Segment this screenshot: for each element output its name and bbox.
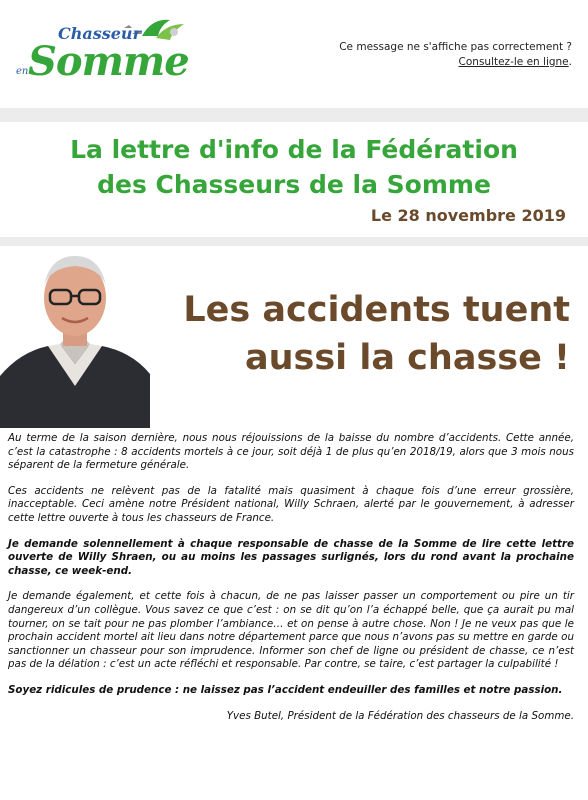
paragraph-4: Je demande également, et cette fois à chacun, de ne pas laisser passer un comportement ou pire un tir dangereux d’un collègue. Vous savez ce que c’est : on se dit qu’on l’a échappé belle, que ça aurait pu mal tourner, on se tait pour ne pas plomber l’ambiance… et on pense à autre chose. Non ! Je ne veux pas que le prochain accident mortel ait lieu dans notre département parce que nous n’avons pas su mettre en garde ou sanctionner un chasseur pour son imprudence. Informer son chef de ligne ou président de chasse, ce n’est pas de la délation : c’est un acte réfléchi et responsable. Par contre, se taire, c’est partager la culpabilité ! bbox=[8, 590, 574, 671]
headline-line-1: Les accidents tuent bbox=[183, 290, 570, 330]
newsletter-title-panel bbox=[0, 122, 588, 237]
title-line-2: des Chasseurs de la Somme bbox=[97, 170, 491, 199]
article-panel bbox=[0, 246, 588, 800]
president-portrait-photo bbox=[0, 246, 150, 428]
article-body bbox=[8, 432, 574, 735]
notice-text: Ce message ne s'affiche pas correctement ? bbox=[339, 41, 572, 53]
newsletter-title bbox=[0, 132, 588, 202]
view-online-link[interactable]: Consultez-le en ligne bbox=[458, 56, 569, 68]
logo-line2: Somme bbox=[28, 38, 189, 85]
logo-line1: Chasseur bbox=[58, 24, 141, 43]
paragraph-1: Au terme de la saison dernière, nous nous réjouissions de la baisse du nombre d’accidents. Cette année, c’est la catastrophe : 8 accidents mortels à ce jour, soit déjà 1 de plus qu’en 2018/19, alors que 3 mois nous séparent de la fermeture générale. bbox=[8, 432, 574, 472]
paragraph-2: Ces accidents ne relèvent pas de la fatalité mais quasiment à chaque fois d’une erreur grossière, inacceptable. Ceci amène notre Président national, Willy Schraen, alerté par le gouvernement, à adresser cette lettre ouverte à tous les chasseurs de France. bbox=[8, 484, 574, 524]
signature: Yves Butel, Président de la Fédération des chasseurs de la Somme. bbox=[226, 709, 574, 722]
article-headline bbox=[180, 286, 570, 382]
paragraph-3: Je demande solennellement à chaque responsable de chasse de la Somme de lire cette lettre ouverte de Willy Shraen, ou au moins les passages surlignés, lors du rond avant la prochaine chasse, ce week-end. bbox=[8, 537, 574, 577]
logo-prefix: en bbox=[16, 66, 29, 77]
newsletter-date: Le 28 novembre 2019 bbox=[370, 206, 566, 225]
display-notice bbox=[339, 40, 572, 70]
notice-suffix: . bbox=[568, 56, 572, 68]
headline-line-2: aussi la chasse ! bbox=[244, 338, 570, 378]
paragraph-5: Soyez ridicules de prudence : ne laissez pas l’accident endeuiller des familles et notre passion. bbox=[8, 683, 563, 696]
title-line-1: La lettre d'info de la Fédération bbox=[70, 135, 518, 164]
chasseur-en-somme-logo[interactable] bbox=[14, 14, 194, 94]
header bbox=[0, 0, 588, 108]
